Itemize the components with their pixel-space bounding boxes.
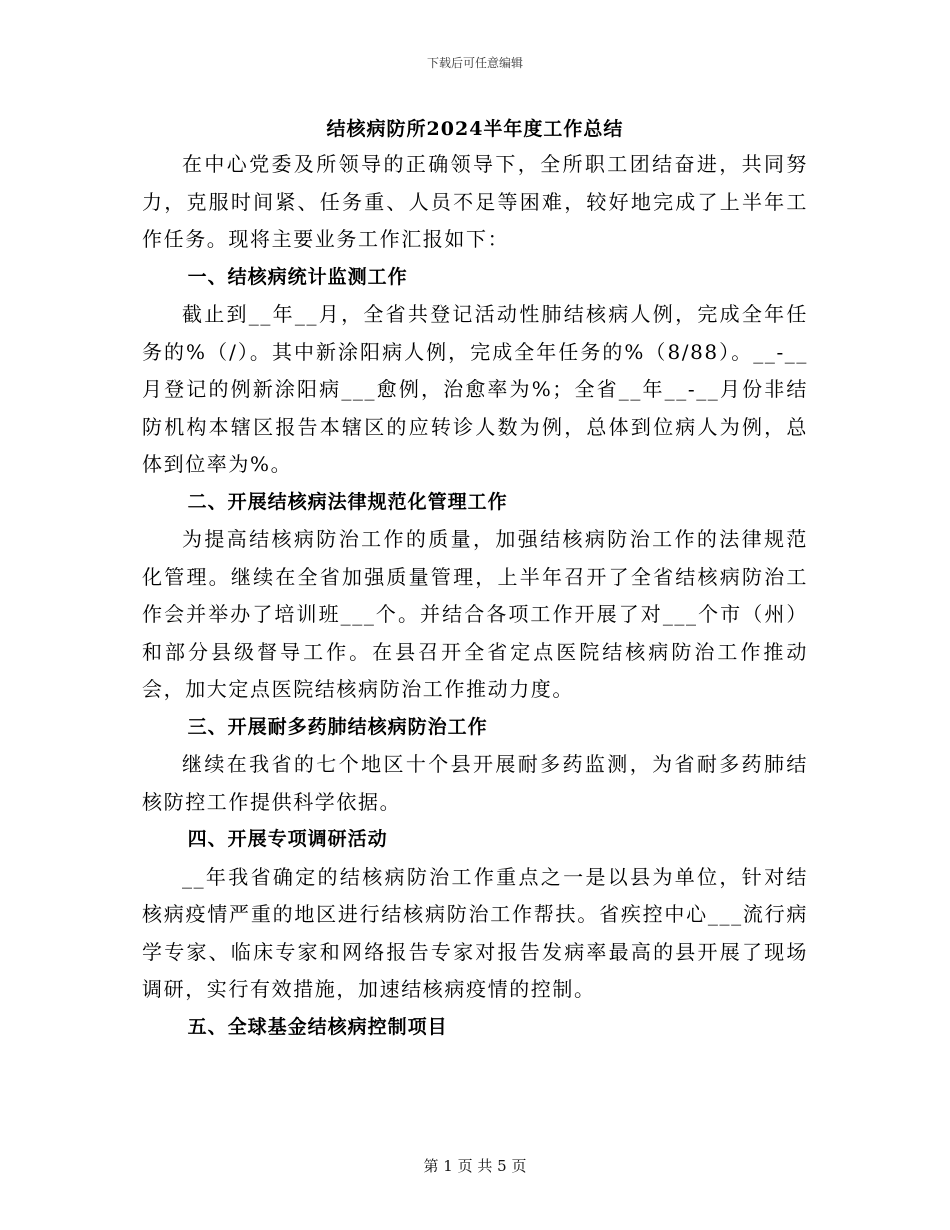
section-body-3: 继续在我省的七个地区十个县开展耐多药监测，为省耐多药肺结核防控工作提供科学依据。 <box>142 752 808 814</box>
section-heading-5: 五、全球基金结核病控制项目 <box>187 1015 448 1038</box>
intro-paragraph: 在中心党委及所领导的正确领导下，全所职工团结奋进，共同努力，克服时间紧、任务重、人员不足等困难，较好地完成了上半年工作任务。现将主要业务工作汇报如下： <box>142 152 808 251</box>
section-heading-4: 四、开展专项调研活动 <box>187 828 388 850</box>
section-heading-2: 二、开展结核病法律规范化管理工作 <box>187 490 508 513</box>
section-heading-3: 三、开展耐多药肺结核病防治工作 <box>187 715 488 738</box>
document-body <box>142 146 808 1046</box>
section-body-2: 为提高结核病防治工作的质量，加强结核病防治工作的法律规范化管理。继续在全省加强质量管理，上半年召开了全省结核病防治工作会并举办了培训班___个。并结合各项工作开展了对___个市（州）和部分县级督导工作。在县召开全省定点医院结核病防治工作推动会，加大定点医院结核病防治工作推动力度。 <box>142 527 808 701</box>
page-number-footer: 第 1 页 共 5 页 <box>423 1157 527 1175</box>
section-body-4: __年我省确定的结核病防治工作重点之一是以县为单位，针对结核病疫情严重的地区进行结核病防治工作帮扶。省疾控中心___流行病学专家、临床专家和网络报告专家对报告发病率最高的县开展了现场调研，实行有效措施，加速结核病疫情的控制。 <box>142 864 808 1001</box>
section-body-1: 截止到__年__月，全省共登记活动性肺结核病人例，完成全年任务的%（/）。其中新涂阳病人例，完成全年任务的%（8/88）。__-__月登记的例新涂阳病___愈例，治愈率为%；全省__年__-__月份非结防机构本辖区报告本辖区的应转诊人数为例，总体到位病人为例，总体到位率为%。 <box>142 302 808 476</box>
document-title: 结核病防所2024半年度工作总结 <box>326 118 624 140</box>
section-heading-1: 一、结核病统计监测工作 <box>187 265 408 288</box>
header-note: 下载后可任意编辑 <box>426 56 523 70</box>
